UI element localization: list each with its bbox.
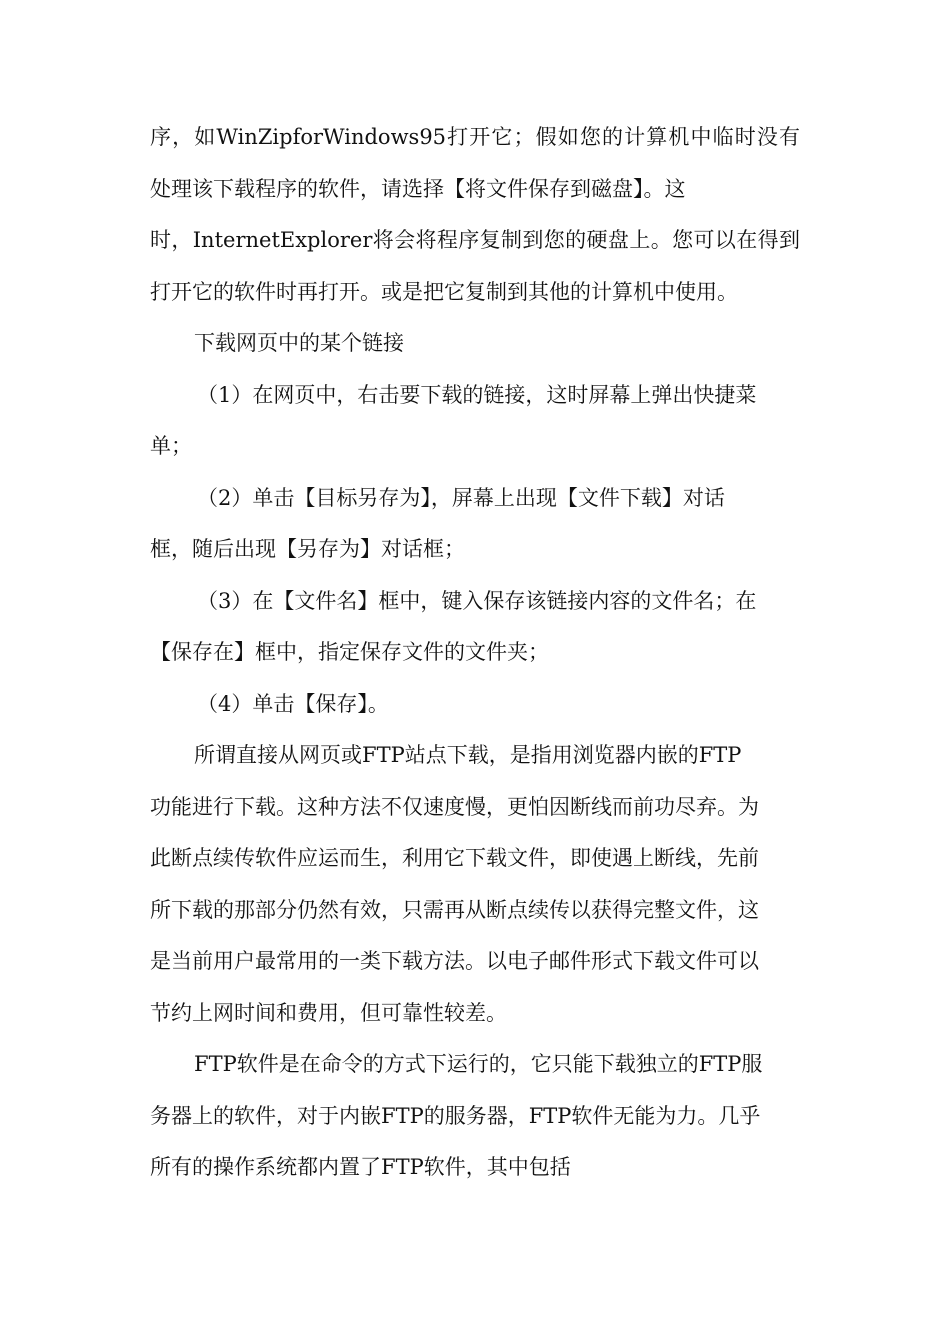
text-line: 框，随后出现【另存为】对话框； xyxy=(150,537,465,561)
text-line: 单； xyxy=(150,434,192,458)
text-line: （4）单击【保存】。 xyxy=(197,691,389,716)
document-body xyxy=(150,112,800,1194)
text-line: 是当前用户最常用的一类下载方法。以电子邮件形式下载文件可以 xyxy=(150,949,759,973)
text-line: 此断点续传软件应运而生，利用它下载文件，即使遇上断线，先前 xyxy=(150,846,759,870)
text-line: 所下载的那部分仍然有效，只需再从断点续传以获得完整文件，这 xyxy=(150,897,759,922)
paragraph-start: 所谓直接从网页或FTP站点下载，是指用浏览器内嵌的FTP xyxy=(194,743,742,767)
text-line: 所有的操作系统都内置了FTP软件，其中包括 xyxy=(150,1155,571,1179)
section-heading: 下载网页中的某个链接 xyxy=(194,331,404,355)
text-line: 时，InternetExplorer将会将程序复制到您的硬盘上。您可以在得到 xyxy=(150,228,800,252)
text-line: 序，如WinZipforWindows95打开它；假如您的计算机中临时没有 xyxy=(150,125,800,149)
text-line: 处理该下载程序的软件，请选择【将文件保存到磁盘】。这 xyxy=(150,176,686,201)
paragraph-start: FTP软件是在命令的方式下运行的，它只能下载独立的FTP服 xyxy=(194,1052,763,1076)
text-line: （2）单击【目标另存为】，屏幕上出现【文件下载】对话 xyxy=(197,485,725,510)
text-line: 节约上网时间和费用，但可靠性较差。 xyxy=(150,1000,507,1025)
text-line: 务器上的软件，对于内嵌FTP的服务器，FTP软件无能为力。几乎 xyxy=(150,1103,761,1128)
text-line: 打开它的软件时再打开。或是把它复制到其他的计算机中使用。 xyxy=(150,279,738,304)
text-line: （3）在【文件名】框中，键入保存该链接内容的文件名；在 xyxy=(197,588,757,613)
text-line: 【保存在】框中，指定保存文件的文件夹； xyxy=(150,640,549,664)
text-line: 功能进行下载。这种方法不仅速度慢，更怕因断线而前功尽弃。为 xyxy=(150,794,759,819)
text-line: （1）在网页中，右击要下载的链接，这时屏幕上弹出快捷菜 xyxy=(197,382,757,407)
